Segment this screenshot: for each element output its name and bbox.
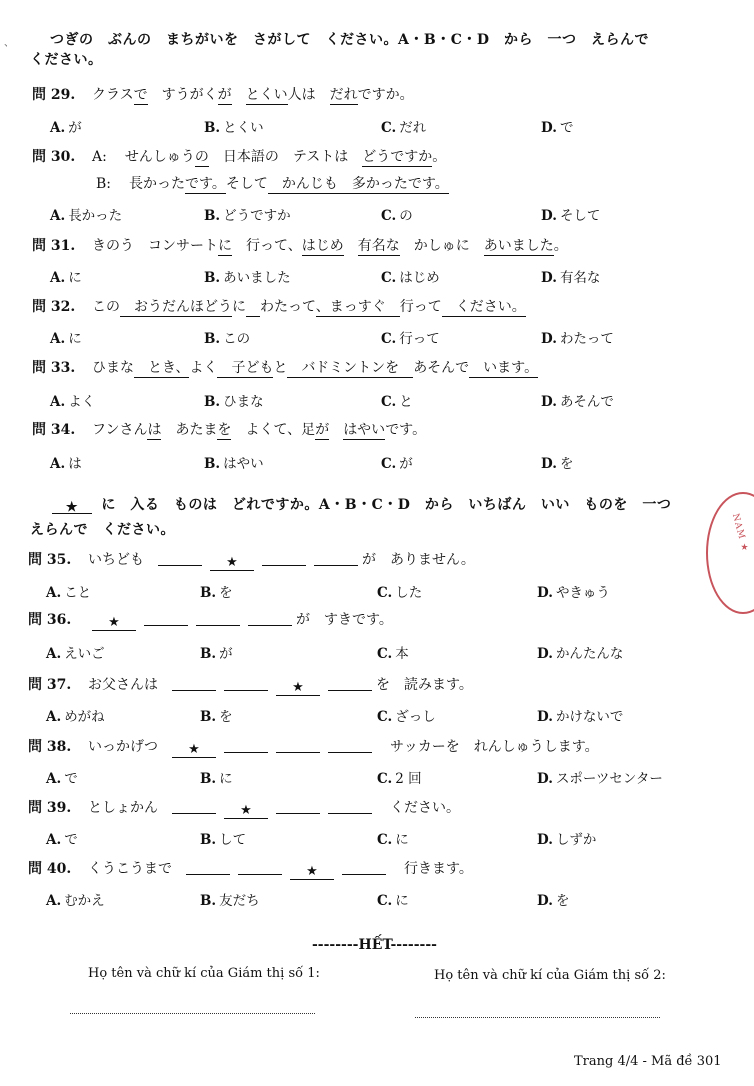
answer-option[interactable] bbox=[200, 767, 233, 787]
question-before: お父さんは bbox=[88, 677, 158, 693]
answer-blank bbox=[328, 737, 372, 753]
option-letter: D. bbox=[537, 893, 553, 909]
option-text: と bbox=[399, 394, 413, 410]
question-row-b bbox=[96, 173, 449, 193]
underlined-segment: とき、 bbox=[134, 360, 190, 376]
question-number: 問 29. bbox=[32, 87, 76, 103]
answer-blank bbox=[224, 675, 268, 691]
text-segment: せんしゅう bbox=[124, 149, 195, 165]
question-row bbox=[32, 296, 526, 316]
option-text: に bbox=[68, 331, 82, 347]
option-text: に bbox=[395, 893, 409, 909]
option-text: した bbox=[395, 585, 423, 601]
question-row bbox=[32, 419, 426, 439]
option-text: えいご bbox=[64, 646, 105, 662]
answer-option[interactable] bbox=[204, 266, 291, 286]
answer-option[interactable] bbox=[46, 642, 105, 662]
question-row bbox=[32, 84, 414, 104]
answer-option[interactable] bbox=[204, 116, 264, 136]
answer-blank bbox=[172, 798, 216, 814]
text-segment: クラス bbox=[92, 87, 134, 103]
answer-blank bbox=[248, 610, 292, 626]
answer-option[interactable] bbox=[200, 642, 233, 662]
underlined-segment: 、まっすぐ bbox=[315, 299, 400, 315]
option-letter: C. bbox=[381, 208, 397, 224]
option-text: を bbox=[555, 893, 570, 909]
option-text: しずか bbox=[555, 832, 597, 848]
option-text: ざっし bbox=[395, 709, 436, 725]
answer-option[interactable] bbox=[200, 705, 233, 725]
option-letter: D. bbox=[541, 394, 557, 410]
answer-option[interactable] bbox=[381, 327, 440, 347]
answer-blank bbox=[328, 798, 372, 814]
star-blank: ★ bbox=[52, 498, 92, 514]
text-segment: 長かった bbox=[129, 176, 186, 192]
question-number: 問 32. bbox=[32, 299, 76, 315]
text-segment: 日本語の テストは bbox=[208, 149, 363, 165]
option-letter: B. bbox=[204, 208, 221, 224]
section2-instruction-line2: えらんで ください。 bbox=[30, 522, 175, 538]
answer-option[interactable] bbox=[204, 452, 264, 472]
answer-option[interactable] bbox=[50, 390, 95, 410]
answer-option[interactable] bbox=[377, 581, 422, 601]
question-row bbox=[28, 609, 393, 631]
answer-option[interactable] bbox=[541, 452, 573, 472]
question-number: 問 35. bbox=[28, 552, 72, 568]
question-before: いっかげつ bbox=[88, 739, 158, 755]
underlined-segment: です。 bbox=[185, 176, 226, 192]
option-letter: A. bbox=[46, 709, 62, 725]
answer-blank bbox=[262, 550, 306, 566]
option-text: で bbox=[64, 771, 78, 787]
underlined-segment: だれ bbox=[329, 87, 358, 103]
question-number: 問 37. bbox=[28, 677, 72, 693]
option-text: で bbox=[559, 120, 574, 136]
answer-option[interactable] bbox=[377, 828, 409, 848]
text-segment: よく bbox=[189, 360, 218, 376]
option-letter: A. bbox=[46, 585, 62, 601]
text-segment: ですか。 bbox=[357, 87, 414, 103]
question-number: 問 34. bbox=[32, 422, 76, 438]
answer-option[interactable] bbox=[381, 204, 413, 224]
text-segment: 人は bbox=[287, 87, 330, 103]
answer-option[interactable] bbox=[46, 828, 78, 848]
answer-blank bbox=[172, 675, 216, 691]
option-text: を bbox=[219, 709, 233, 725]
text-segment bbox=[329, 422, 343, 438]
section2-instruction-line1 bbox=[48, 495, 671, 515]
option-text: ひまな bbox=[223, 394, 264, 410]
option-text: そして bbox=[559, 208, 601, 224]
option-letter: B. bbox=[200, 893, 217, 909]
option-text: を bbox=[219, 585, 233, 601]
answer-option[interactable] bbox=[541, 204, 600, 224]
question-text bbox=[92, 299, 526, 317]
text-segment: 行って bbox=[399, 299, 442, 315]
answer-option[interactable] bbox=[541, 266, 600, 286]
option-text: 行って bbox=[399, 331, 440, 347]
option-text: が bbox=[399, 456, 413, 472]
option-letter: B. bbox=[204, 270, 221, 286]
answer-option[interactable] bbox=[537, 581, 610, 601]
option-letter: B. bbox=[200, 585, 217, 601]
text-segment: フンさん bbox=[92, 422, 148, 438]
question-after: ください。 bbox=[376, 800, 460, 816]
answer-option[interactable] bbox=[537, 642, 623, 662]
option-text: はやい bbox=[223, 456, 264, 472]
signature-label-1: Họ tên và chữ kí của Giám thị số 1: bbox=[88, 966, 320, 981]
answer-option[interactable] bbox=[381, 452, 413, 472]
end-mark: --------HẾT-------- bbox=[312, 937, 437, 953]
question-row bbox=[32, 146, 446, 166]
question-before: としょかん bbox=[88, 800, 158, 816]
option-text: で bbox=[64, 832, 78, 848]
underlined-segment: あいました bbox=[483, 238, 554, 254]
text-segment: そして bbox=[225, 176, 268, 192]
underlined-segment: に bbox=[218, 238, 232, 254]
option-letter: D. bbox=[541, 120, 557, 136]
option-text: 長かった bbox=[68, 208, 123, 224]
option-letter: D. bbox=[541, 270, 557, 286]
option-letter: C. bbox=[381, 120, 397, 136]
underlined-segment: は bbox=[147, 422, 162, 438]
option-text: は bbox=[68, 456, 82, 472]
option-letter: D. bbox=[541, 208, 557, 224]
answer-blank bbox=[314, 550, 358, 566]
text-segment: この bbox=[92, 299, 120, 315]
text-segment: に bbox=[232, 299, 246, 315]
option-text: かんたんな bbox=[555, 646, 624, 662]
text-segment: 。 bbox=[432, 149, 447, 165]
option-text: が bbox=[219, 646, 233, 662]
signature-label-2: Họ tên và chữ kí của Giám thị số 2: bbox=[434, 968, 666, 983]
text-segment: あたま bbox=[161, 422, 218, 438]
option-letter: A. bbox=[50, 270, 66, 286]
option-letter: C. bbox=[377, 646, 393, 662]
option-letter: D. bbox=[537, 709, 553, 725]
star-blank: ★ bbox=[172, 742, 216, 758]
question-text bbox=[92, 149, 446, 165]
answer-option[interactable] bbox=[541, 116, 573, 136]
underlined-segment: バドミントンを bbox=[287, 360, 414, 376]
underlined-segment: が bbox=[315, 422, 330, 438]
question-number: 問 36. bbox=[28, 612, 72, 628]
corner-mark: 、 bbox=[4, 38, 14, 49]
underlined-segment: 有名な bbox=[357, 238, 400, 254]
answer-blank bbox=[144, 610, 188, 626]
answer-blank bbox=[186, 859, 230, 875]
underlined-segment: を bbox=[217, 422, 232, 438]
option-text: むかえ bbox=[64, 893, 105, 909]
option-letter: D. bbox=[537, 832, 553, 848]
option-letter: D. bbox=[537, 646, 553, 662]
question-after: を 読みます。 bbox=[376, 677, 473, 693]
answer-option[interactable] bbox=[204, 327, 250, 347]
answer-option[interactable] bbox=[200, 581, 233, 601]
option-text: あいました bbox=[223, 270, 291, 286]
answer-option[interactable] bbox=[46, 767, 78, 787]
question-row bbox=[28, 797, 460, 819]
option-text: はじめ bbox=[399, 270, 440, 286]
question-row bbox=[28, 549, 475, 571]
text-segment: よくて、足 bbox=[231, 422, 316, 438]
answer-option[interactable] bbox=[537, 828, 596, 848]
option-letter: B. bbox=[204, 394, 221, 410]
section1-instruction-line2: ください。 bbox=[30, 52, 103, 68]
option-letter: B. bbox=[200, 709, 217, 725]
option-text: して bbox=[219, 832, 247, 848]
star-blank: ★ bbox=[92, 615, 136, 631]
underlined-segment: はやい bbox=[343, 422, 386, 438]
answer-option[interactable] bbox=[50, 116, 82, 136]
text-segment: 。 bbox=[553, 238, 568, 254]
answer-option[interactable] bbox=[537, 889, 569, 909]
question-number: 問 38. bbox=[28, 739, 72, 755]
option-text: この bbox=[223, 331, 251, 347]
option-letter: A. bbox=[46, 893, 62, 909]
underlined-segment bbox=[246, 299, 260, 317]
option-text: に bbox=[395, 832, 409, 848]
option-letter: C. bbox=[377, 585, 393, 601]
question-after: が すきです。 bbox=[296, 612, 393, 628]
star-blank: ★ bbox=[224, 803, 268, 819]
option-letter: B. bbox=[204, 120, 221, 136]
option-text: わたって bbox=[559, 331, 614, 347]
option-letter: D. bbox=[541, 456, 557, 472]
option-text: よく bbox=[68, 394, 96, 410]
question-number: 問 40. bbox=[28, 861, 72, 877]
option-letter: A. bbox=[46, 646, 62, 662]
answer-option[interactable] bbox=[381, 390, 413, 410]
option-text: 本 bbox=[395, 646, 409, 662]
star-blank: ★ bbox=[290, 864, 334, 880]
underlined-segment: が bbox=[217, 87, 232, 103]
option-letter: A. bbox=[46, 771, 62, 787]
answer-option[interactable] bbox=[537, 705, 623, 725]
answer-option[interactable] bbox=[46, 705, 105, 725]
underlined-segment: かんじも 多かったです。 bbox=[267, 176, 449, 192]
option-letter: D. bbox=[541, 331, 557, 347]
answer-option[interactable] bbox=[377, 642, 409, 662]
option-text: とくい bbox=[223, 120, 264, 136]
option-letter: C. bbox=[381, 456, 397, 472]
option-letter: C. bbox=[377, 893, 393, 909]
text-segment: と bbox=[273, 360, 288, 376]
answer-option[interactable] bbox=[204, 204, 291, 224]
answer-option[interactable] bbox=[200, 828, 246, 848]
speaker-label: A: bbox=[92, 149, 107, 165]
option-letter: B. bbox=[204, 331, 221, 347]
question-text bbox=[92, 422, 426, 440]
answer-option[interactable] bbox=[381, 266, 440, 286]
option-text: を bbox=[559, 456, 574, 472]
option-text: 有名な bbox=[559, 270, 601, 286]
option-text: かけないで bbox=[555, 709, 624, 725]
text-segment: です。 bbox=[385, 422, 427, 438]
option-text: スポーツセンター bbox=[555, 771, 663, 787]
answer-option[interactable] bbox=[537, 767, 663, 787]
underlined-segment: おうだんほどう bbox=[120, 299, 232, 315]
answer-option[interactable] bbox=[50, 327, 82, 347]
question-row bbox=[28, 736, 599, 758]
question-number: 問 39. bbox=[28, 800, 72, 816]
underlined-segment: います。 bbox=[469, 360, 539, 376]
text-segment: すうがく bbox=[147, 87, 218, 103]
option-letter: C. bbox=[377, 771, 393, 787]
answer-blank bbox=[276, 798, 320, 814]
text-segment bbox=[344, 238, 358, 254]
option-letter: A. bbox=[46, 832, 62, 848]
answer-option[interactable] bbox=[50, 452, 82, 472]
option-text: あそんで bbox=[559, 394, 614, 410]
text-segment: 行って、 bbox=[232, 238, 302, 254]
question-after: が ありません。 bbox=[362, 552, 475, 568]
question-row bbox=[28, 674, 473, 696]
question-number: 問 30. bbox=[32, 149, 76, 165]
option-text: めがね bbox=[64, 709, 105, 725]
option-letter: D. bbox=[537, 585, 553, 601]
page-footer: Trang 4/4 - Mã đề 301 bbox=[574, 1054, 722, 1069]
option-text: だれ bbox=[399, 120, 427, 136]
underlined-segment: 子ども bbox=[217, 360, 274, 376]
answer-option[interactable] bbox=[50, 204, 122, 224]
text-segment: あそんで bbox=[413, 360, 470, 376]
star-blank: ★ bbox=[210, 555, 254, 571]
question-text-b bbox=[96, 176, 449, 192]
underlined-segment: ください。 bbox=[441, 299, 526, 315]
answer-option[interactable] bbox=[541, 327, 614, 347]
option-letter: C. bbox=[381, 394, 397, 410]
answer-option[interactable] bbox=[377, 767, 422, 787]
answer-option[interactable] bbox=[46, 581, 91, 601]
option-letter: C. bbox=[377, 709, 393, 725]
option-letter: C. bbox=[381, 331, 397, 347]
section2-instruction-text: に 入る ものは どれですか。A・B・C・D から いちばん いい ものを 一つ bbox=[101, 497, 672, 513]
option-letter: C. bbox=[381, 270, 397, 286]
question-before: いちども bbox=[88, 552, 144, 568]
option-letter: B. bbox=[200, 646, 217, 662]
answer-blank bbox=[158, 550, 202, 566]
answer-option[interactable] bbox=[541, 390, 614, 410]
underlined-segment: で bbox=[133, 87, 148, 103]
signature-line-2 bbox=[415, 1016, 660, 1018]
answer-option[interactable] bbox=[377, 705, 436, 725]
answer-blank bbox=[328, 675, 372, 691]
option-text: 2 回 bbox=[395, 771, 422, 787]
question-row bbox=[28, 858, 473, 880]
answer-option[interactable] bbox=[46, 889, 105, 909]
question-number: 問 33. bbox=[32, 360, 76, 376]
question-number: 問 31. bbox=[32, 238, 76, 254]
question-after: 行きます。 bbox=[390, 861, 473, 877]
option-text: の bbox=[399, 208, 413, 224]
answer-blank bbox=[276, 737, 320, 753]
option-letter: D. bbox=[537, 771, 553, 787]
question-before: くうこうまで bbox=[88, 861, 172, 877]
answer-option[interactable] bbox=[377, 889, 409, 909]
text-segment: きのう コンサート bbox=[92, 238, 218, 254]
question-text bbox=[92, 238, 568, 256]
underlined-segment: とくい bbox=[245, 87, 288, 103]
option-text: に bbox=[68, 270, 82, 286]
red-stamp: NAM ★ bbox=[706, 492, 754, 614]
underlined-segment: どうですか bbox=[362, 149, 433, 165]
answer-option[interactable] bbox=[381, 116, 426, 136]
option-letter: B. bbox=[204, 456, 221, 472]
option-letter: A. bbox=[50, 394, 66, 410]
signature-line-1 bbox=[70, 1012, 315, 1014]
text-segment: わたって bbox=[260, 299, 316, 315]
option-letter: B. bbox=[200, 832, 217, 848]
underlined-segment: の bbox=[194, 149, 209, 165]
option-text: やきゅう bbox=[555, 585, 610, 601]
option-letter: C. bbox=[377, 832, 393, 848]
option-letter: A. bbox=[50, 456, 66, 472]
option-text: こと bbox=[64, 585, 92, 601]
text-segment: ひまな bbox=[92, 360, 134, 376]
answer-option[interactable] bbox=[200, 889, 260, 909]
answer-blank bbox=[196, 610, 240, 626]
question-row bbox=[32, 235, 568, 255]
question-text bbox=[92, 87, 414, 105]
question-row bbox=[32, 357, 538, 377]
question-after: サッカーを れんしゅうします。 bbox=[376, 739, 599, 755]
option-letter: A. bbox=[50, 208, 66, 224]
question-text bbox=[92, 360, 538, 378]
section1-instruction-line1: つぎの ぶんの まちがいを さがして ください。A・B・C・D から 一つ えらんで bbox=[50, 32, 649, 48]
answer-blank bbox=[342, 859, 386, 875]
option-text: 友だち bbox=[219, 893, 260, 909]
speaker-label: B: bbox=[96, 176, 112, 192]
option-text: が bbox=[68, 120, 82, 136]
answer-option[interactable] bbox=[204, 390, 264, 410]
text-segment: かしゅに bbox=[399, 238, 484, 254]
option-letter: B. bbox=[200, 771, 217, 787]
answer-blank bbox=[224, 737, 268, 753]
underlined-segment: はじめ bbox=[301, 238, 344, 254]
star-blank: ★ bbox=[276, 680, 320, 696]
option-letter: A. bbox=[50, 120, 66, 136]
answer-option[interactable] bbox=[50, 266, 82, 286]
option-letter: A. bbox=[50, 331, 66, 347]
option-text: に bbox=[219, 771, 233, 787]
text-segment bbox=[232, 87, 246, 103]
option-text: どうですか bbox=[223, 208, 291, 224]
answer-blank bbox=[238, 859, 282, 875]
